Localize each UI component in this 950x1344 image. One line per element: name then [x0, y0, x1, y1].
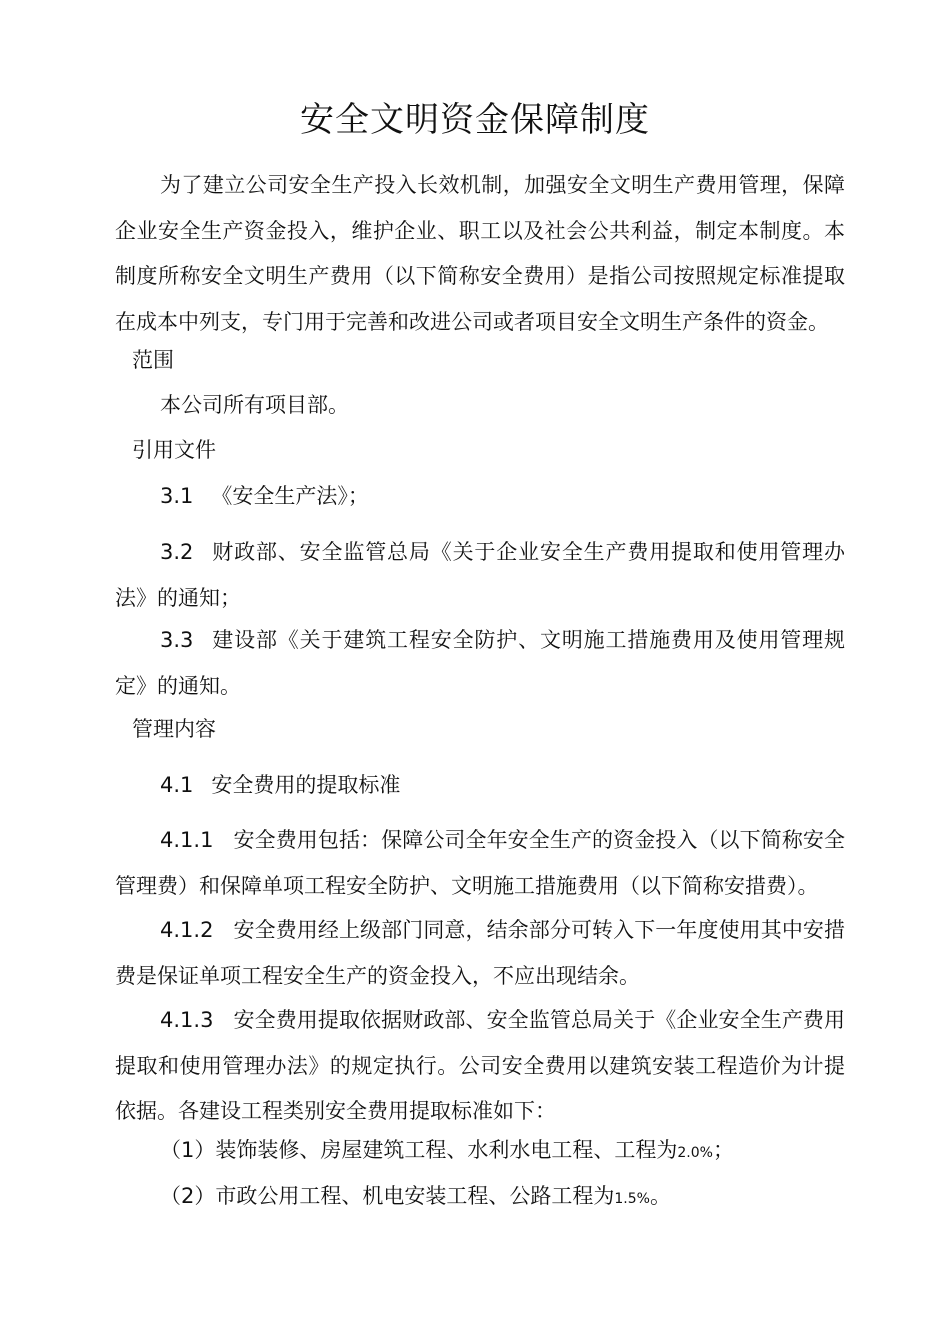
- reference-text: 建设部《关于建筑工程安全防护、文明施工措施费用及使用管理规定》的通知。: [115, 628, 845, 698]
- sub-heading-number: 4.1: [160, 773, 194, 797]
- clause-4-1-3: [115, 998, 845, 1135]
- management-heading: 管理内容: [132, 717, 216, 741]
- clause-4-1-1: [115, 818, 845, 909]
- clause-4-1-2: [115, 908, 845, 999]
- rate-text: 市政公用工程、机电安装工程、公路工程为: [215, 1184, 615, 1208]
- sub-heading-text: 安全费用的提取标准: [211, 773, 401, 797]
- rate-text: 装饰装修、房屋建筑工程、水利水电工程、工程为: [215, 1138, 678, 1162]
- clause-number: 4.1.1: [160, 828, 214, 852]
- clause-text: 安全费用提取依据财政部、安全监管总局关于《企业安全生产费用提取和使用管理办法》的规定执行。公司安全费用以建筑安装工程造价为计提依据。各建设工程类别安全费用提取标准如下：: [115, 1008, 845, 1123]
- page-title: 安全文明资金保障制度: [300, 100, 650, 140]
- sub-heading-4-1: [160, 770, 400, 800]
- references-heading: 引用文件: [132, 438, 216, 462]
- rate-item-2: [160, 1181, 671, 1214]
- reference-item-3-2: [115, 530, 845, 621]
- reference-number: 3.2: [160, 540, 194, 564]
- rate-number: （2）: [160, 1184, 216, 1208]
- reference-item-3-1: [160, 481, 369, 511]
- rate-number: （1）: [160, 1138, 216, 1162]
- reference-text: 财政部、安全监管总局《关于企业安全生产费用提取和使用管理办法》的通知；: [115, 540, 845, 610]
- scope-text: 本公司所有项目部。: [160, 393, 349, 417]
- clause-text: 安全费用包括：保障公司全年安全生产的资金投入（以下简称安全管理费）和保障单项工程安全防护、文明施工措施费用（以下简称安措费）。: [115, 828, 845, 898]
- reference-number: 3.3: [160, 628, 194, 652]
- rate-end: 。: [649, 1184, 671, 1208]
- scope-heading: 范围: [132, 348, 174, 372]
- clause-number: 4.1.2: [160, 918, 214, 942]
- reference-number: 3.1: [160, 484, 194, 508]
- rate-item-1: [160, 1135, 734, 1168]
- rate-value: 2.0%: [677, 1145, 713, 1161]
- clause-text: 安全费用经上级部门同意，结余部分可转入下一年度使用其中安措费是保证单项工程安全生产的资金投入，不应出现结余。: [115, 918, 845, 988]
- rate-value: 1.5%: [614, 1191, 650, 1207]
- reference-item-3-3: [115, 618, 845, 709]
- rate-end: ；: [712, 1138, 734, 1162]
- intro-paragraph: 为了建立公司安全生产投入长效机制，加强安全文明生产费用管理，保障企业安全生产资金投入，维护企业、职工以及社会公共利益，制定本制度。本制度所称安全文明生产费用（以下简称安全费用）是指公司按照规定标准提取在成本中列支，专门用于完善和改进公司或者项目安全文明生产条件的资金。: [115, 173, 845, 334]
- reference-text: 《安全生产法》；: [211, 484, 369, 508]
- clause-number: 4.1.3: [160, 1008, 214, 1032]
